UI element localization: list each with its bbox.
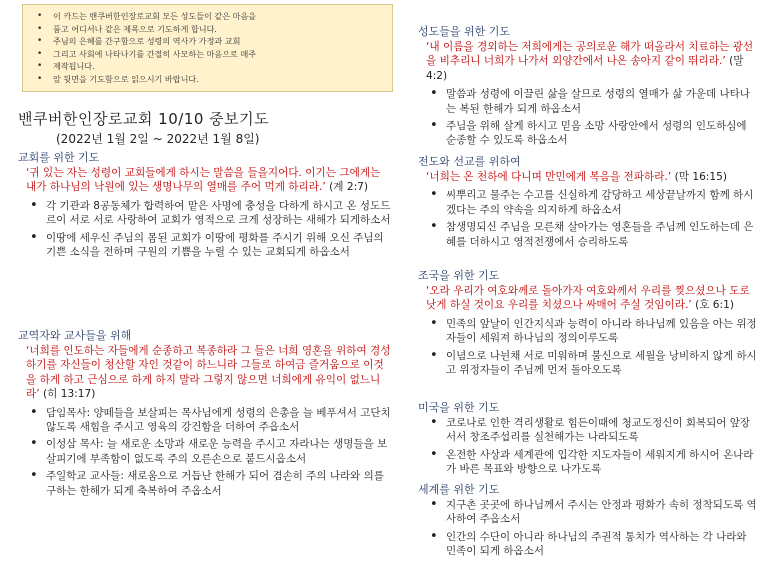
scripture-ref: (호 6:1) [695,299,734,312]
scripture-verse: ‘귀 있는 자는 성령이 교회들에게 하시는 말씀을 들을지어다. 이기는 그에게는 내가 하나님의 낙원에 있는 생명나무의 열매를 주어 먹게 하리라.’ (계 2:7) [26,167,381,194]
section-heading: 세계를 위한 기도 [418,483,500,496]
section-saints [418,24,758,151]
prayer-item: • 씨뿌리고 물주는 수고를 신실하게 감당하고 세상끝날까지 함께 하시겠다는 주의 약속을 의지하게 하옵소서 [418,188,758,217]
scripture-ref: (말 4:2) [426,55,744,82]
prayer-list [418,317,758,378]
prayer-item: • 온전한 사상과 세계관에 입각한 지도자들이 세워지게 하시어 온나라가 바른 목표와 방향으로 나가도록 [418,448,758,477]
notice-line: • 그리고 사회에 나타나기를 간절히 사모하는 마음으로 매주 [31,48,384,61]
section-heading: 교회를 위한 기도 [18,151,100,164]
section-evangelism [418,154,758,252]
section-heading: 성도들을 위한 기도 [418,25,511,38]
scripture-ref: (막 16:15) [674,171,727,183]
scripture-verse: ‘너희를 인도하는 자들에게 순종하고 복종하라 그 들은 너희 영혼을 위하여 경성하기를 자신들이 청산할 자인 것같이 하느니라 그들로 하여금 즐거움으로 이것을 하게 하고 근심으로 하게 하지 말라 그렇지 않으면 너희에게 유익이 없느니라’ (히 13:17) [26,345,391,401]
prayer-item: • 주님을 위해 살게 하시고 믿음 소망 사랑안에서 성령의 인도하심에 순종할 수 있도록 하옵소서 [418,119,758,148]
notice-line: • 제작됩니다. [31,60,384,73]
prayer-item: • 주일학교 교사들: 새로움으로 거듭난 한해가 되어 겸손히 주의 나라와 의를 구하는 한해가 되게 축복하여 주옵소서 [18,469,393,498]
section-ministers [18,328,393,501]
section-homeland [418,268,758,380]
notice-line: • 앞 뒷면을 기도함으로 읽으시기 바랍니다. [31,73,384,86]
section-heading: 교역자와 교사들을 위해 [18,329,132,342]
prayer-list [418,416,758,477]
section-church [18,150,393,262]
section-usa [418,400,758,480]
prayer-item: • 말씀과 성령에 이끌린 삶을 살므로 성령의 열매가 삶 가운데 나타나는 복된 한해가 되게 하옵소서 [418,87,758,116]
scripture-verse: ‘너희는 온 천하에 다니며 만민에게 복음을 전파하라.’ (막 16:15) [426,171,727,183]
prayer-list [18,199,393,260]
notice-list [31,10,384,86]
scripture-verse: ‘내 이름을 경외하는 저희에게는 공의로운 해가 떠올라서 치료하는 광선을 비추리니 너희가 나가서 외양간에서 나온 송아지 같이 뛰리라.’ (말 4:2) [426,41,754,82]
section-heading: 미국을 위한 기도 [418,401,500,414]
scripture-verse: ‘오라 우리가 여호와께로 돌아가자 여호와께서 우리를 찢으셨으나 도로 낫게 하실 것이요 우리를 치셨으나 싸매어 주실 것임이라.’ (호 6:1) [426,285,750,312]
prayer-item: • 각 기관과 8공동체가 합력하여 맡은 사명에 충성을 다하게 하시고 온 성도드르이 서로 서로 사랑하여 교회가 영적으로 크게 성장하는 새해가 되게하소서 [18,199,393,228]
section-heading: 전도와 선교를 위하여 [418,155,521,168]
prayer-list [418,498,758,559]
prayer-list [418,188,758,249]
prayer-list [418,87,758,148]
notice-line: • 주님의 은혜를 간구함으로 성령의 역사가 가정과 교회 [31,35,384,48]
notice-box [22,4,393,92]
prayer-item: • 이땅에 세우신 주님의 몸된 교회가 이땅에 평화를 주시기 위해 오신 주님의 기쁜 소식을 전하며 구원의 기쁨을 누릴 수 있는 교회되게 하옵소서 [18,231,393,260]
section-heading: 조국을 위한 기도 [418,269,500,282]
scripture-ref: (계 2:7) [329,181,369,194]
prayer-list [18,406,393,498]
notice-line: • 이 카드는 밴쿠버한인장로교회 모든 성도들이 같은 마음을 [31,10,384,23]
prayer-item: • 지구촌 곳곳에 하나님께서 주시는 안정과 평화가 속히 정착되도록 역사하여 주옵소서 [418,498,758,527]
prayer-item: • 인간의 수단이 아니라 하나님의 주권적 통치가 역사하는 각 나라와 민족이 되게 하옵소서 [418,530,758,559]
page-title: 밴쿠버한인장로교회 10/10 중보기도 [18,110,270,128]
prayer-item: • 담임목사: 양떼들을 보살피는 목사님에게 성령의 은총을 늘 베푸셔서 고단치 않도록 새힘을 주시고 영육의 강건함을 더하여 주옵소서 [18,406,393,435]
prayer-item: • 이성삼 목사: 늘 새로운 소망과 새로운 능력을 주시고 자라나는 생명들을 보살피기에 부족함이 없도록 주의 오른손으로 붙드시옵소서 [18,437,393,466]
scripture-ref: (히 13:17) [42,388,96,401]
prayer-item: • 참생명되신 주님을 모른채 살아가는 영혼들을 주님께 인도하는데 은혜를 더하시고 영적전쟁에서 승리하도록 [418,220,758,249]
notice-line: • 품고 어디서나 같은 제목으로 기도하게 합니다. [31,23,384,36]
prayer-item: • 민족의 앞날이 인간지식과 능력이 아니라 하나님께 있음을 아는 위정자들이 세워져 하나님의 정의이루도록 [418,317,758,346]
section-world [418,482,758,562]
prayer-item: • 코로나로 인한 격리생활로 힘든이때에 청교도정신이 회복되어 앞장서서 창조주섭리를 실천해가는 나라되도록 [418,416,758,445]
prayer-item: • 이념으로 나뉜채 서로 미워하며 불신으로 세월을 낭비하지 않게 하시고 위정자들이 주님께 먼저 돌아오도록 [418,349,758,378]
date-range: (2022년 1월 2일 ~ 2022년 1월 8일) [56,132,260,146]
